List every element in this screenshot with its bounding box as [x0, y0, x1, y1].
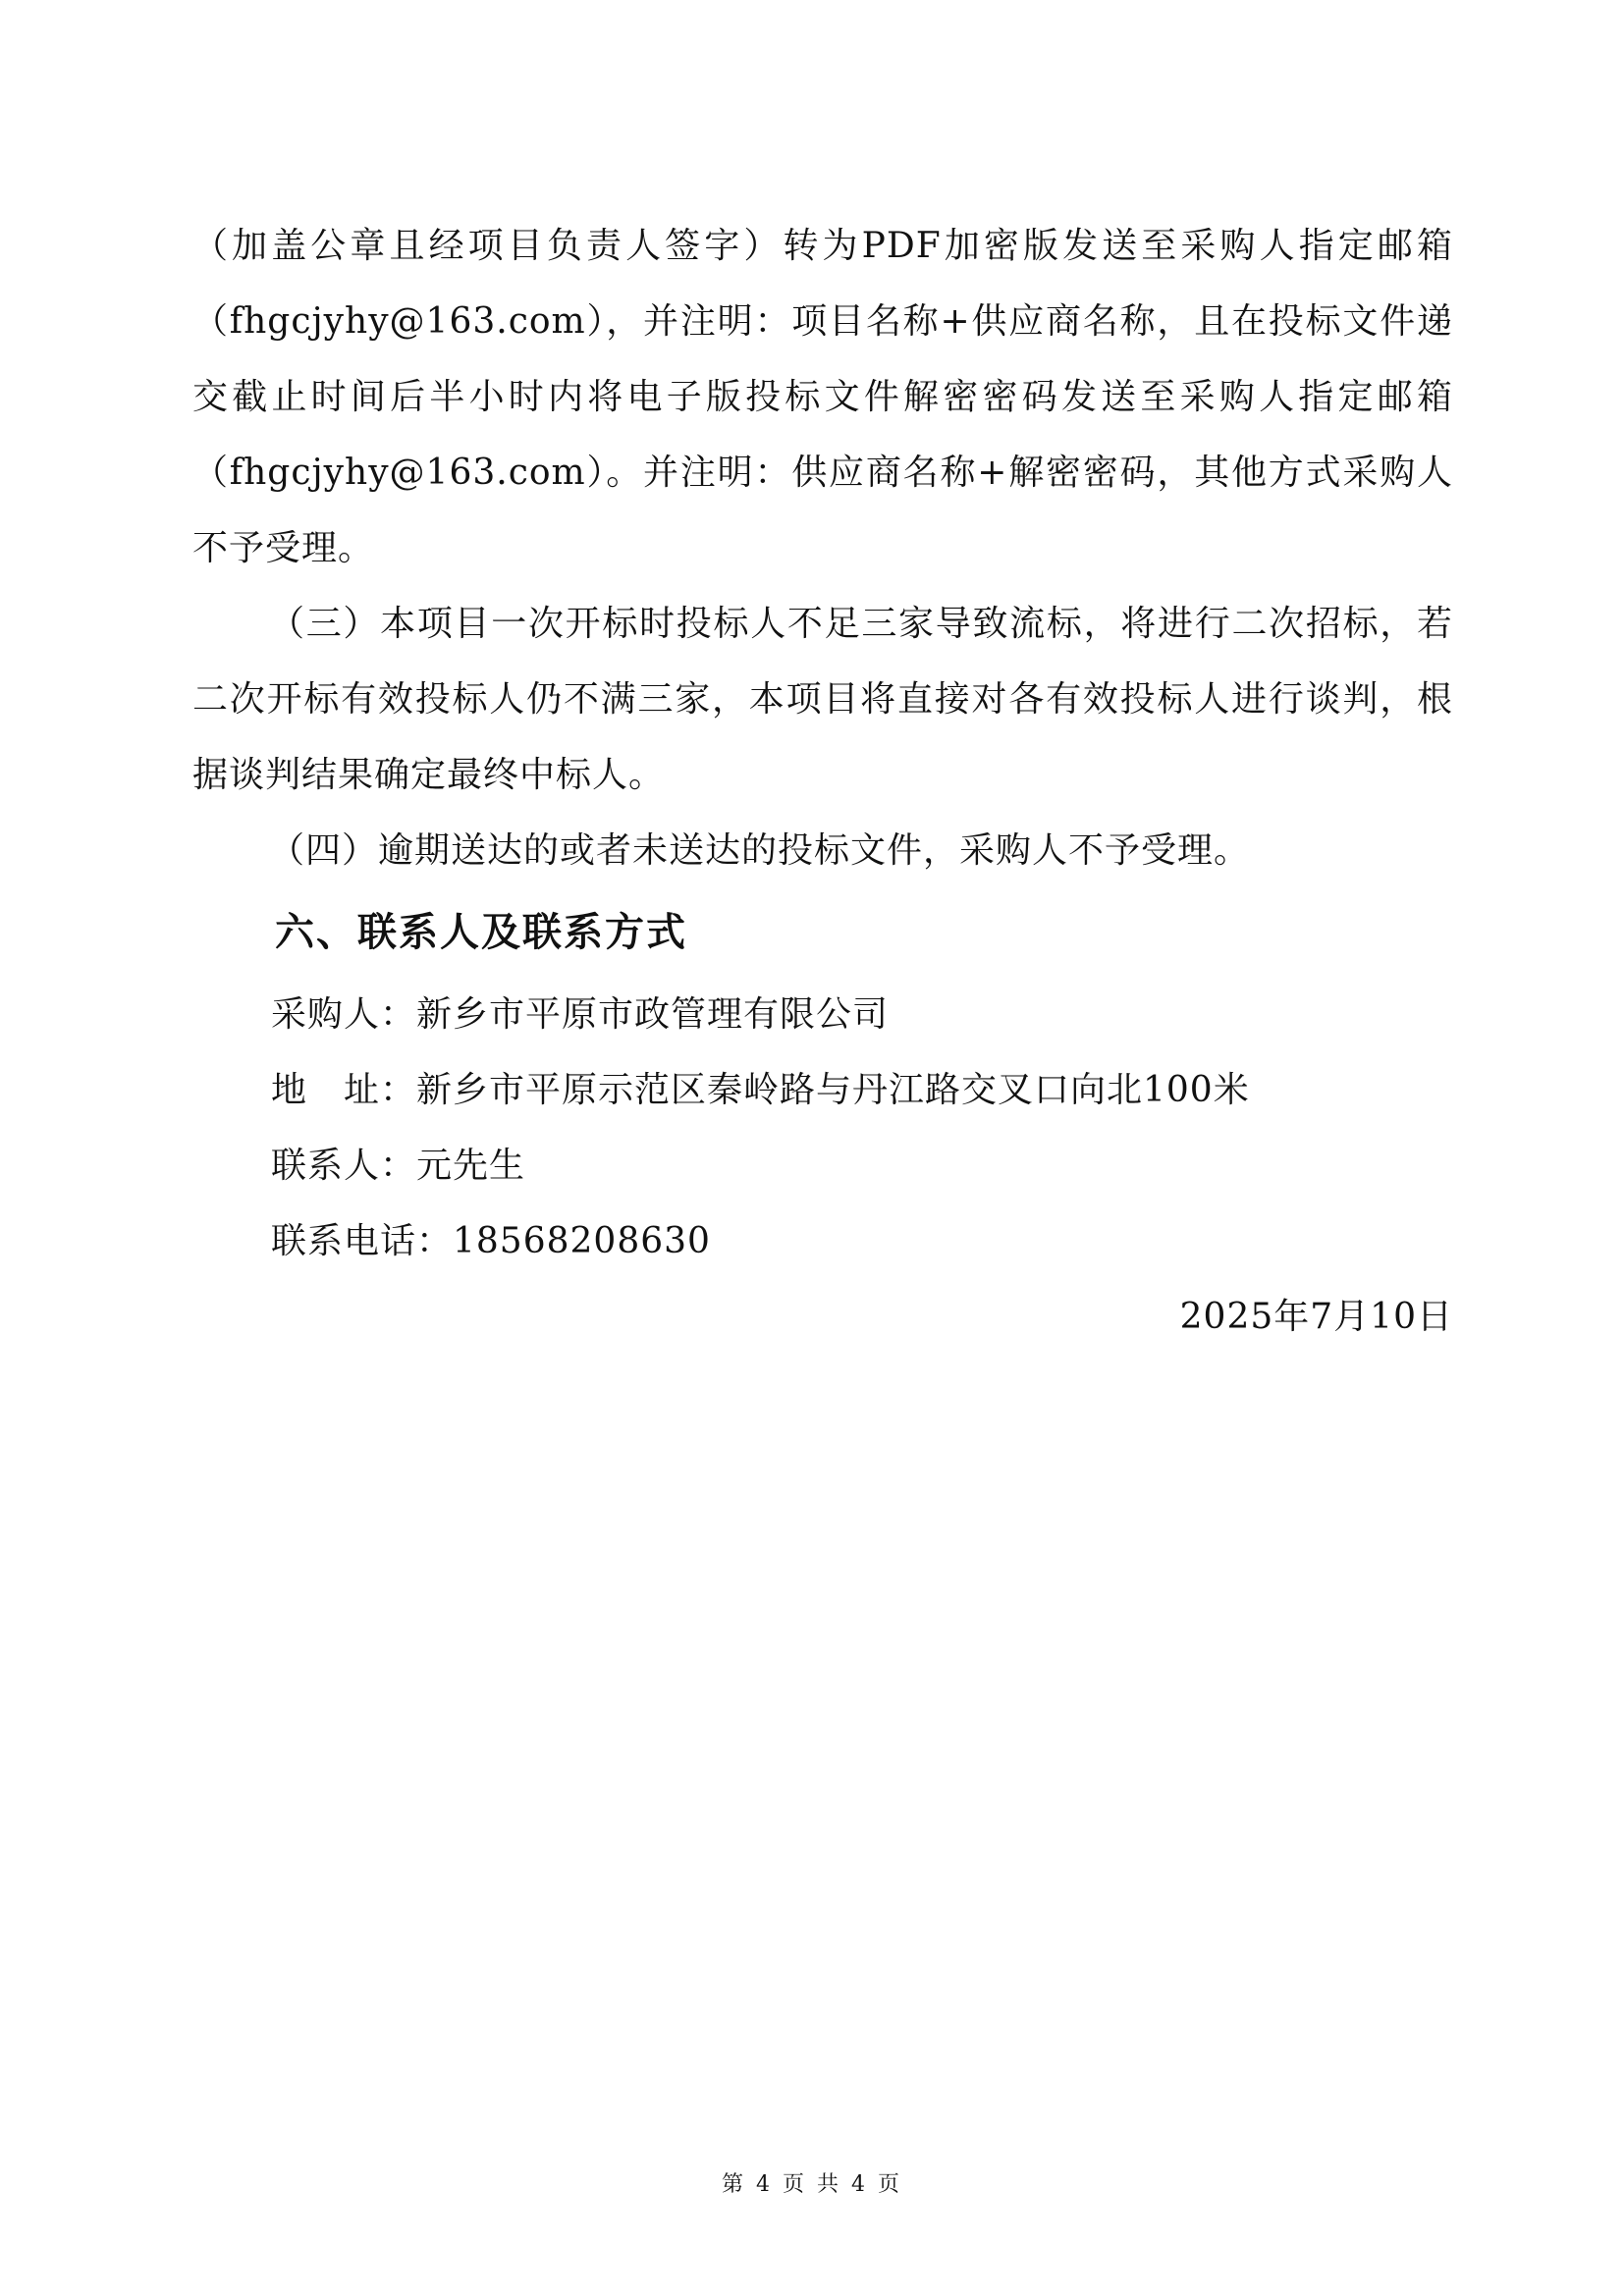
paragraph-submission: （加盖公章且经项目负责人签字）转为PDF加密版发送至采购人指定邮箱（fhgcjyhy@163.com），并注明：项目名称+供应商名称，且在投标文件递交截止时间后半小时内将电子版投标文件解密密码发送至采购人指定邮箱（fhgcjyhy@163.com）。并注明：供应商名称+解密密码，其他方式采购人不予受理。 [192, 226, 1453, 568]
document-date: 2025年7月10日 [1179, 1297, 1453, 1337]
section-heading-contact: 六、联系人及联系方式 [275, 910, 687, 955]
paragraph-three: （三）本项目一次开标时投标人不足三家导致流标，将进行二次招标，若二次开标有效投标人仍不满三家，本项目将直接对各有效投标人进行谈判，根据谈判结果确定最终中标人。 [192, 604, 1453, 795]
address-line: 地 址：新乡市平原示范区秦岭路与丹江路交叉口向北100米 [271, 1070, 1250, 1110]
page-footer: 第 4 页 共 4 页 [722, 2172, 902, 2197]
contact-person-line: 联系人：元先生 [271, 1146, 526, 1186]
phone-line: 联系电话：18568208630 [271, 1221, 711, 1261]
page-content [192, 208, 1453, 1355]
purchaser-line: 采购人：新乡市平原市政管理有限公司 [271, 994, 890, 1035]
paragraph-four: （四）逾期送达的或者未送达的投标文件，采购人不予受理。 [269, 830, 1251, 871]
